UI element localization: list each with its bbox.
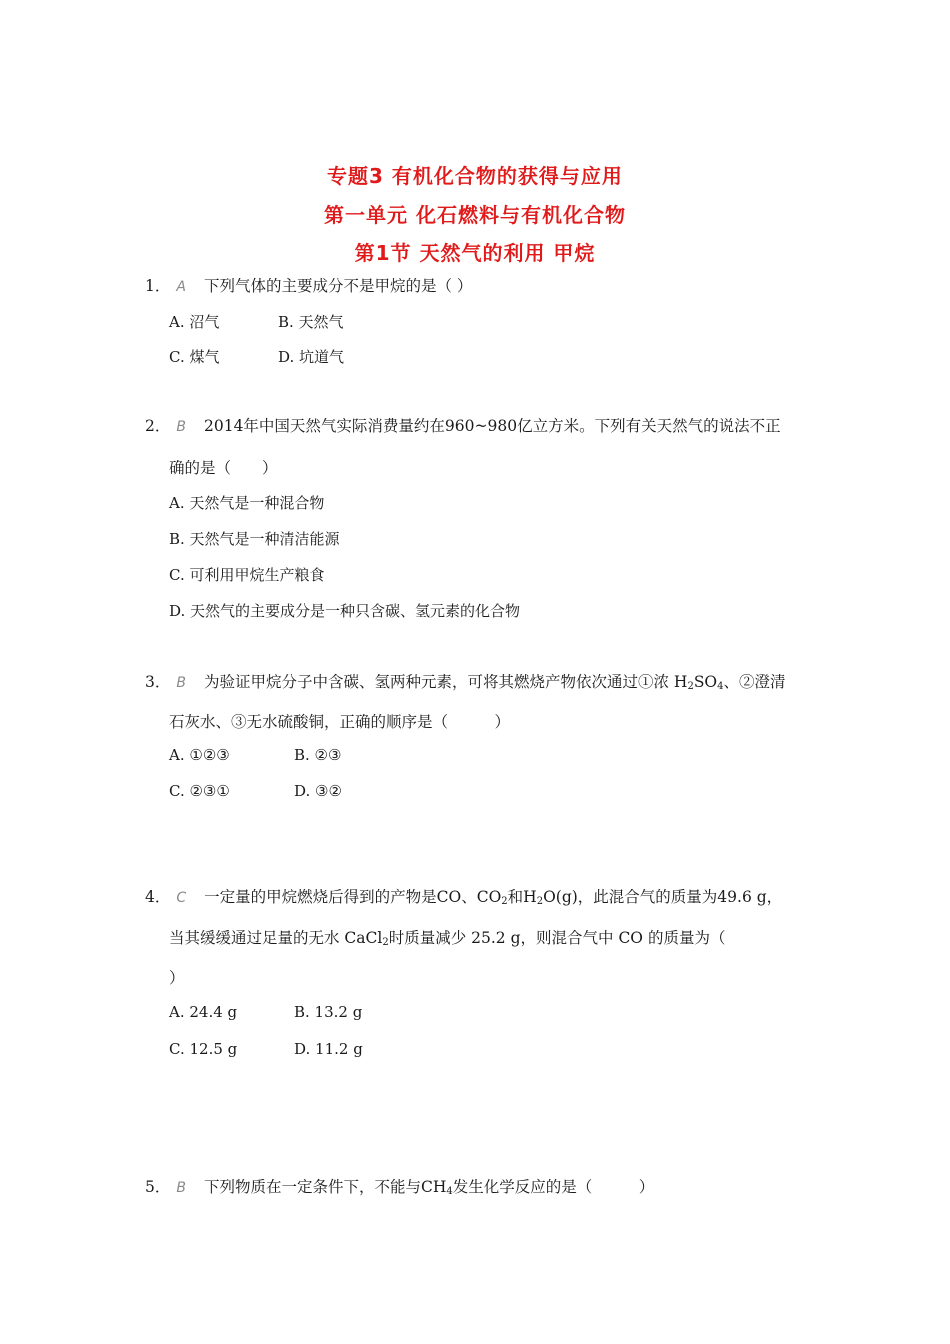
q1-option-a: A. 沼气 — [169, 313, 220, 331]
q3-option-d: D. ③② — [294, 782, 342, 800]
question-5 — [145, 1175, 654, 1197]
q4-option-c: C. 12.5 g — [169, 1040, 238, 1058]
subscript: 2 — [536, 896, 544, 907]
unit-title: 第一单元 化石燃料与有机化合物 — [324, 203, 626, 227]
q2-option-b: B. 天然气是一种清洁能源 — [169, 530, 340, 548]
question-4-closing: ） — [169, 969, 185, 987]
difficulty-level: B — [176, 675, 186, 691]
subscript: 2 — [501, 896, 508, 907]
subscript: 4 — [717, 681, 724, 692]
q4-option-d: D. 11.2 g — [294, 1040, 363, 1058]
question-text: 当其缓缓通过足量的无水 CaCl — [169, 929, 383, 947]
question-3-continued: 石灰水、③无水硫酸铜，正确的顺序是（ ） — [169, 713, 511, 731]
question-text: 下列气体的主要成分不是甲烷的是（ ） — [203, 277, 473, 295]
subscript: 4 — [446, 1186, 453, 1197]
question-text: 时质量减少 25.2 g，则混合气中 CO 的质量为（ — [388, 929, 726, 947]
q2-option-a: A. 天然气是一种混合物 — [169, 494, 325, 512]
q1-option-d: D. 坑道气 — [278, 348, 345, 366]
question-text: 、②澄清 — [723, 673, 786, 691]
question-number: 4． — [145, 888, 171, 906]
difficulty-level: B — [176, 419, 186, 435]
question-text: 下列物质在一定条件下，不能与CH — [203, 1178, 447, 1196]
question-text: 2014年中国天然气实际消费量约在960~980亿立方米。下列有关天然气的说法不正 — [203, 417, 781, 435]
section-title: 第1节 天然气的利用 甲烷 — [354, 241, 596, 265]
question-4-continued — [169, 926, 725, 948]
question-3 — [145, 670, 786, 692]
q3-option-c: C. ②③① — [169, 782, 230, 800]
difficulty-level: B — [176, 1180, 186, 1196]
question-1 — [145, 274, 472, 296]
subscript: 2 — [687, 681, 694, 692]
subscript: 2 — [382, 937, 389, 948]
question-text: SO — [693, 673, 718, 691]
question-number: 5． — [145, 1178, 171, 1196]
q2-option-c: C. 可利用甲烷生产粮食 — [169, 566, 325, 584]
question-text: 一定量的甲烷燃烧后得到的产物是CO、CO — [204, 888, 502, 906]
difficulty-level: C — [176, 890, 187, 906]
question-text: 为验证甲烷分子中含碳、氢两种元素，可将其燃烧产物依次通过①浓 H — [203, 673, 688, 691]
q1-option-b: B. 天然气 — [278, 313, 344, 331]
question-number: 1． — [145, 277, 171, 295]
q3-option-b: B. ②③ — [294, 746, 342, 764]
question-2 — [145, 414, 781, 436]
q4-option-a: A. 24.4 g — [169, 1003, 238, 1021]
q1-option-c: C. 煤气 — [169, 348, 220, 366]
q3-option-a: A. ①②③ — [169, 746, 230, 764]
question-text: O(g)，此混合气的质量为49.6 g， — [543, 888, 783, 906]
question-text: 和H — [507, 888, 537, 906]
question-4 — [145, 885, 782, 907]
page-title: 专题3 有机化合物的获得与应用 — [327, 164, 623, 188]
question-2-continued: 确的是（ ） — [169, 459, 278, 477]
question-number: 3． — [145, 673, 171, 691]
difficulty-level: A — [176, 279, 186, 295]
question-text: 发生化学反应的是（ ） — [452, 1178, 655, 1196]
q2-option-d: D. 天然气的主要成分是一种只含碳、氢元素的化合物 — [169, 602, 521, 620]
question-number: 2． — [145, 417, 171, 435]
q4-option-b: B. 13.2 g — [294, 1003, 363, 1021]
